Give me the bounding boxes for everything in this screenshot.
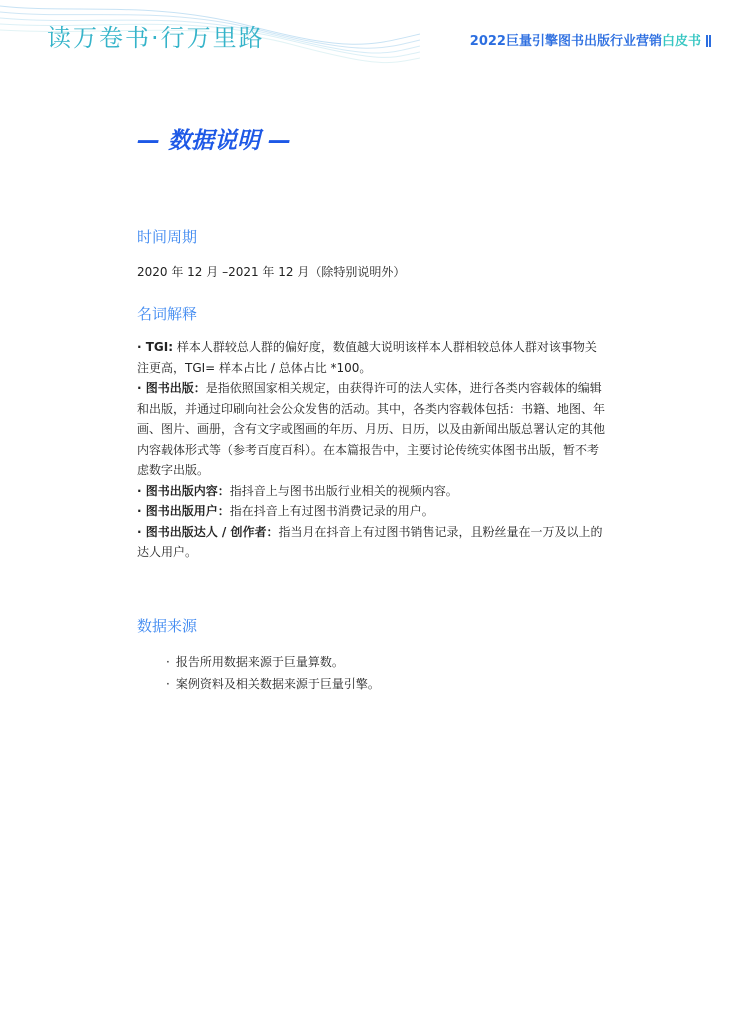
term-item-publishing-content: · 图书出版内容：指抖音上与图书出版行业相关的视频内容。 — [137, 483, 458, 498]
time-period-text: 2020 年 12 月 –2021 年 12 月（除特别说明外） — [137, 265, 406, 279]
term-item-book-publishing: · 图书出版：是指依照国家相关规定，由获得许可的法人实体，进行各类内容载体的编辑和出版，并通过印刷向社会公众发售的活动。其中，各类内容载体包括：书籍、地图、年画、图片、画册，含有文字或图画的年历、月历、日历，以及由新闻出版总署认定的其他内容载体形式等（参考百度百科）。在本篇报告中，主要讨论传统实体图书出版，暂不考虑数字出版。 — [137, 381, 606, 477]
time-period-heading: 时间周期 — [137, 228, 198, 246]
page-title: — 数据说明 — — [137, 128, 292, 154]
header-slogan: 读万卷书·行万里路 — [47, 24, 265, 52]
terms-heading: 名词解释 — [137, 305, 198, 323]
page-header — [0, 0, 755, 90]
header-title-highlight: 白皮书 — [661, 34, 701, 49]
list-item: · 报告所用数据来源于巨量算数。 — [166, 655, 344, 669]
terms-list — [137, 337, 607, 563]
term-item-tgi: · TGI: 样本人群较总人群的偏好度，数值越大说明该样本人群相较总体人群对该事物关注更高，TGI= 样本占比 / 总体占比 *100。 — [137, 340, 597, 375]
header-bars-icon — [705, 35, 711, 51]
term-item-publishing-users: · 图书出版用户：指在抖音上有过图书消费记录的用户。 — [137, 504, 434, 518]
list-item: · 案例资料及相关数据来源于巨量引擎。 — [166, 677, 380, 691]
header-report-title — [470, 30, 711, 51]
sources-heading: 数据来源 — [137, 617, 198, 635]
term-item-publishing-creators: · 图书出版达人 / 创作者：指当月在抖音上有过图书销售记录，且粉丝量在一万及以上的达人用户。 — [137, 524, 603, 559]
sources-list — [166, 651, 380, 695]
header-title-main: 2022巨量引擎图书出版行业营销 — [469, 34, 662, 49]
